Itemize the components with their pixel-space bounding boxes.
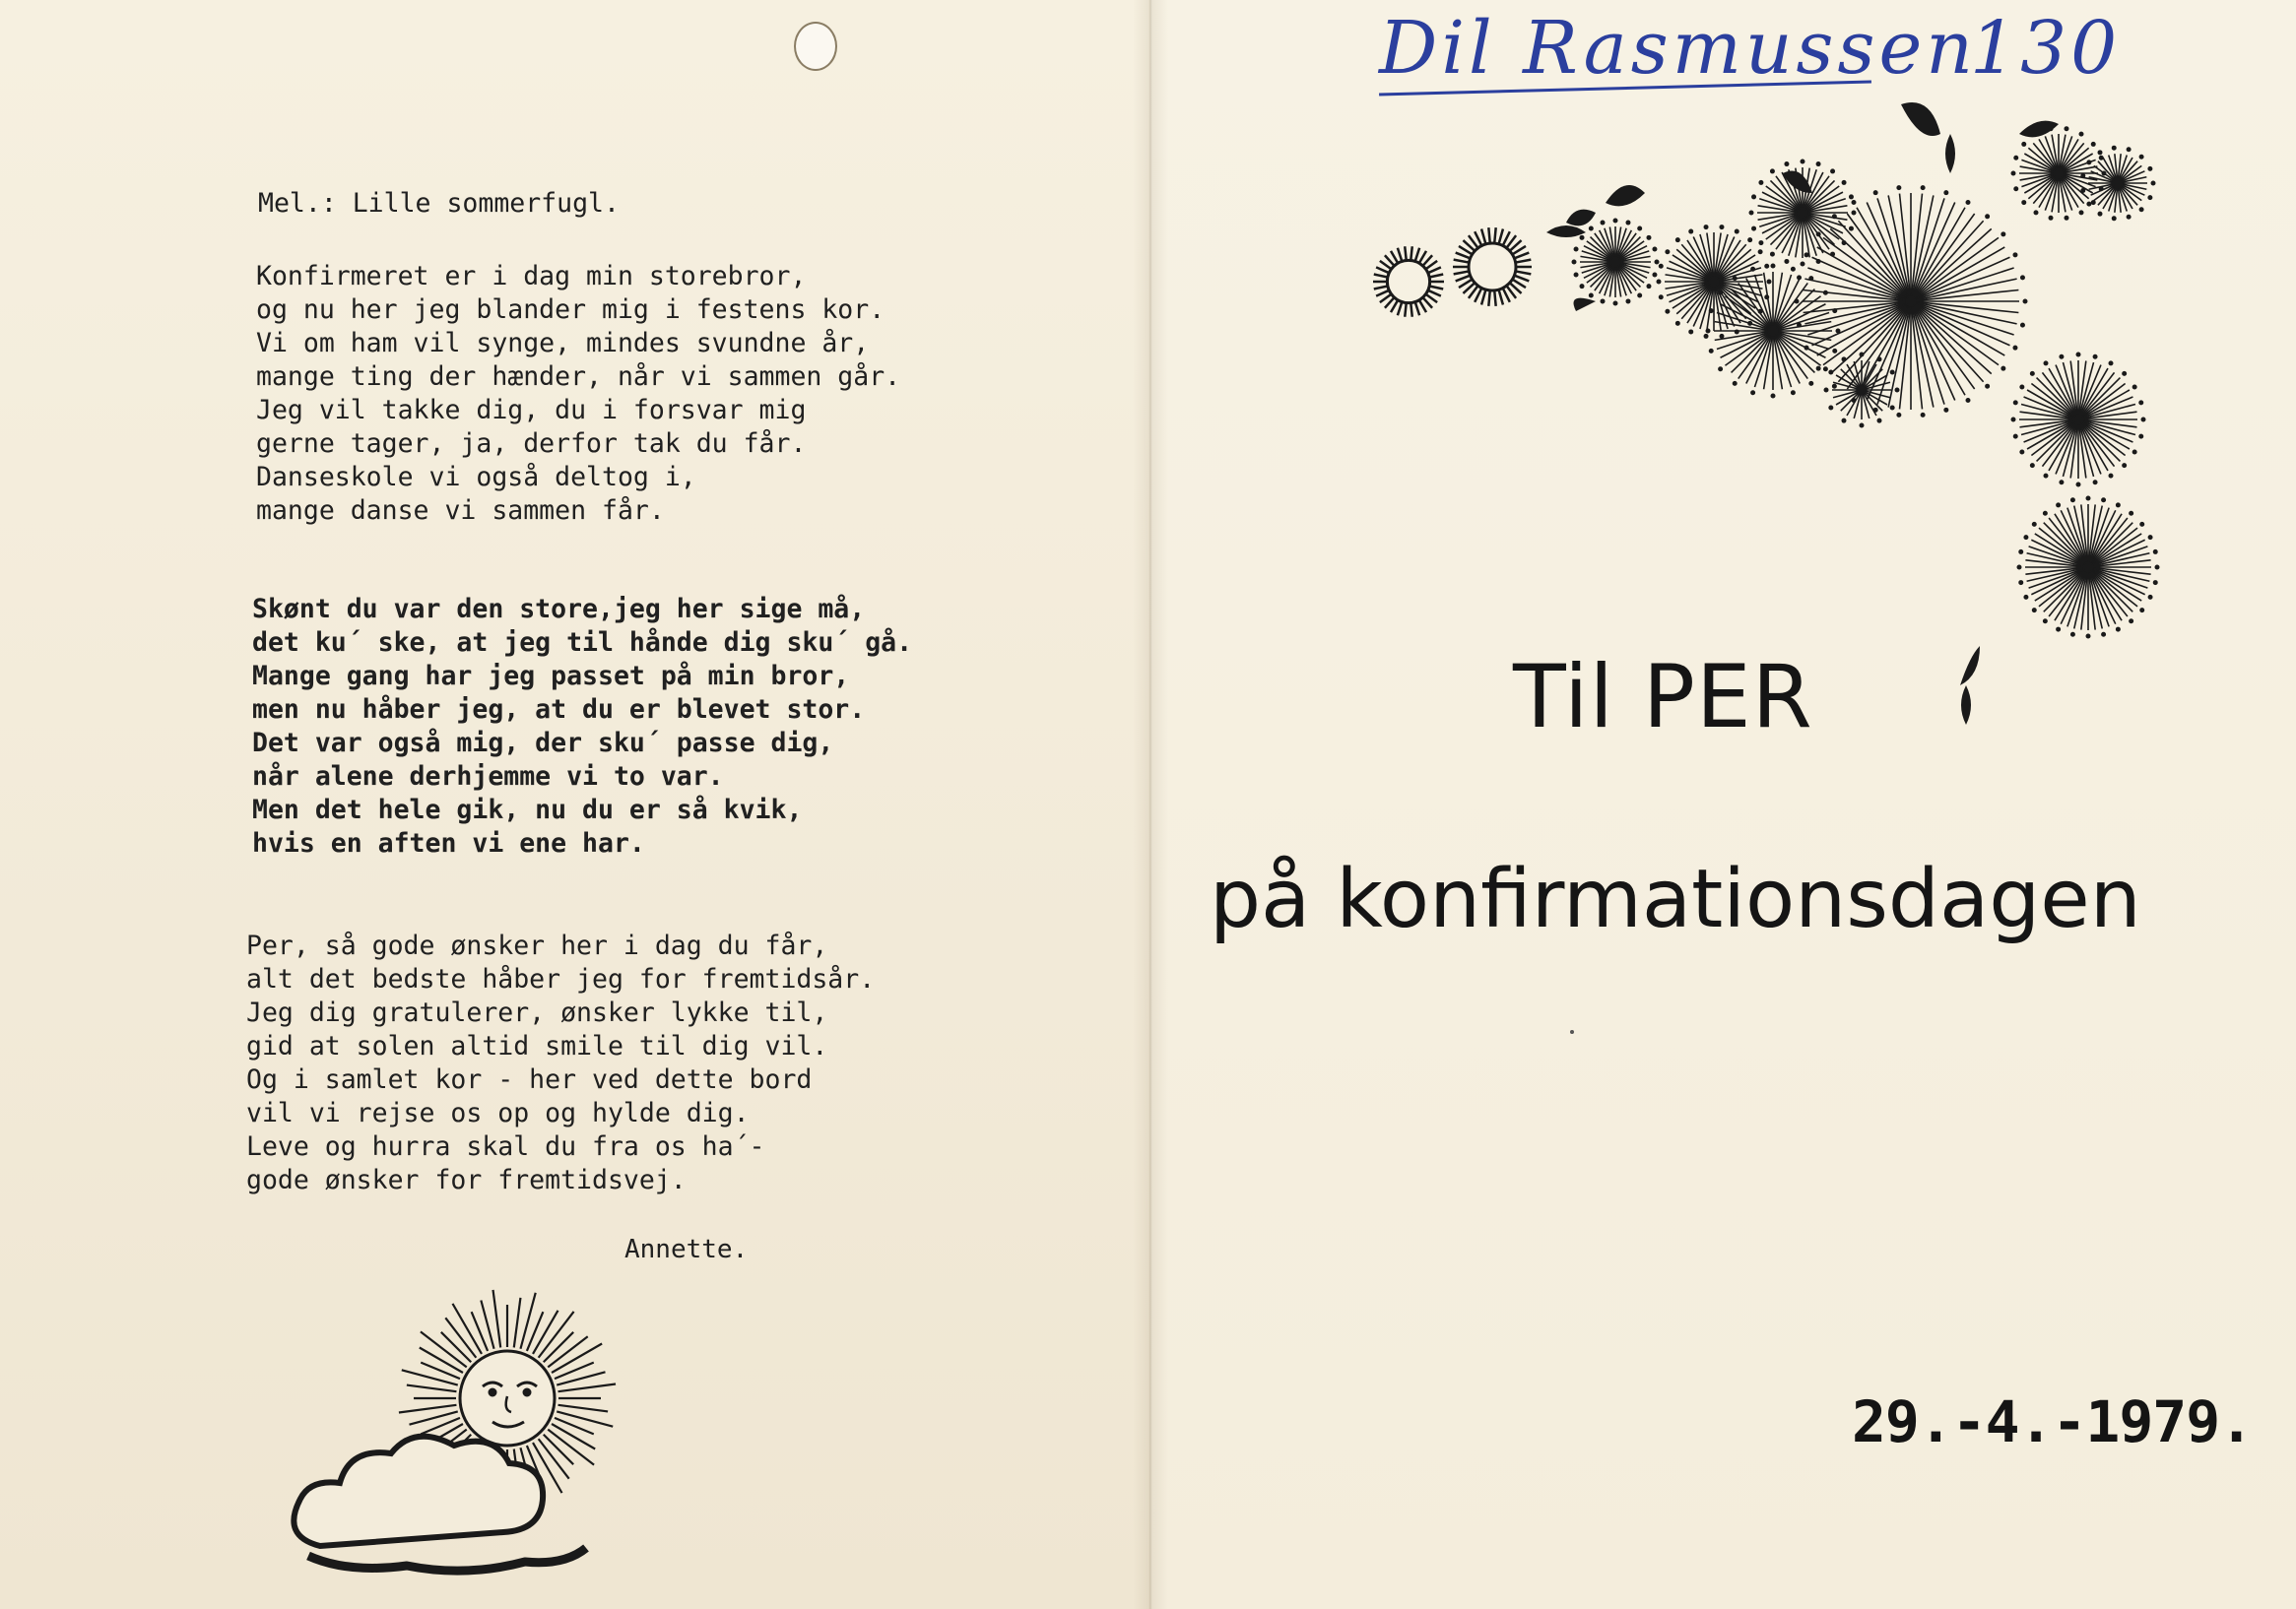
melody-line: Mel.: Lille sommerfugl. <box>258 188 620 219</box>
handwritten-note <box>1379 0 2128 98</box>
verse-line: Jeg dig gratulerer, ønsker lykke til, <box>246 998 828 1028</box>
verse-line: Det var også mig, der sku´ passe dig, <box>252 728 834 758</box>
verse-line: Mange gang har jeg passet på min bror, <box>252 661 850 691</box>
verse-line: mange ting der hænder, når vi sammen går. <box>256 361 901 392</box>
song-text <box>246 187 1054 1197</box>
verse-line: Skønt du var den store,jeg her sige må, <box>252 594 866 624</box>
punch-hole <box>794 22 837 71</box>
verse-line: Vi om ham vil synge, mindes svundne år, <box>256 328 870 358</box>
verse-line: Per, så gode ønsker her i dag du får, <box>246 931 828 961</box>
verse-line: Danseskole vi også deltog i, <box>256 462 696 492</box>
card-date: 29.-4.-1979. <box>1852 1388 2254 1455</box>
flower-bloom <box>2011 127 2106 221</box>
center-fold <box>1133 0 1168 1609</box>
stanza-1 <box>256 260 1054 528</box>
signature: Annette. <box>624 1235 749 1264</box>
flower-bloom <box>1824 353 1899 427</box>
flower-bloom <box>2081 146 2155 221</box>
verse-line: vil vi rejse os op og hylde dig. <box>246 1098 750 1128</box>
flower-icon <box>1373 127 2159 638</box>
stanza-3 <box>246 930 1054 1197</box>
verse-line: gid at solen altid smile til dig vil. <box>246 1031 828 1062</box>
verse-line: hvis en aften vi ene har. <box>252 828 645 859</box>
verse-line: gode ønsker for fremtidsvej. <box>246 1165 687 1195</box>
cloud-icon <box>294 1437 586 1571</box>
verse-line: det ku´ ske, at jeg til hånde dig sku´ gå. <box>252 627 913 658</box>
verse-line: når alene derhjemme vi to var. <box>252 761 724 792</box>
verse-line: Og i samlet kor - her ved dette bord <box>246 1064 813 1095</box>
speck <box>1570 1030 1574 1034</box>
handwritten-number: 130 <box>1970 6 2122 91</box>
verse-line: men nu håber jeg, at du er blevet stor. <box>252 694 866 725</box>
flower-bloom <box>1453 227 1532 306</box>
verse-line: gerne tager, ja, derfor tak du får. <box>256 428 807 459</box>
verse-line: Jeg vil takke dig, du i forsvar mig <box>256 395 807 425</box>
stanza-2 <box>252 593 1054 861</box>
verse-line: Leve og hurra skal du fra os ha´- <box>246 1131 765 1162</box>
verse-line: Men det hele gik, nu du er så kvik, <box>252 795 803 825</box>
flower-bloom <box>1795 186 2027 418</box>
flower-bloom <box>2011 353 2145 486</box>
card-subtitle: på konfirmationsdagen <box>1210 853 2141 946</box>
flower-bloom <box>1373 246 1444 317</box>
verse-line: mange danse vi sammen får. <box>256 495 665 526</box>
flower-bloom <box>2017 496 2159 638</box>
verse-line: Konfirmeret er i dag min storebror, <box>256 261 807 291</box>
verse-line: alt det bedste håber jeg for fremtidsår. <box>246 964 876 995</box>
sun-cloud-illustration <box>281 1280 655 1576</box>
card-title: Til PER <box>1513 646 1813 747</box>
flower-bloom <box>1572 219 1659 305</box>
handwritten-name: Dil Rasmussen <box>1379 6 1977 91</box>
verse-line: og nu her jeg blander mig i festens kor. <box>256 294 886 325</box>
